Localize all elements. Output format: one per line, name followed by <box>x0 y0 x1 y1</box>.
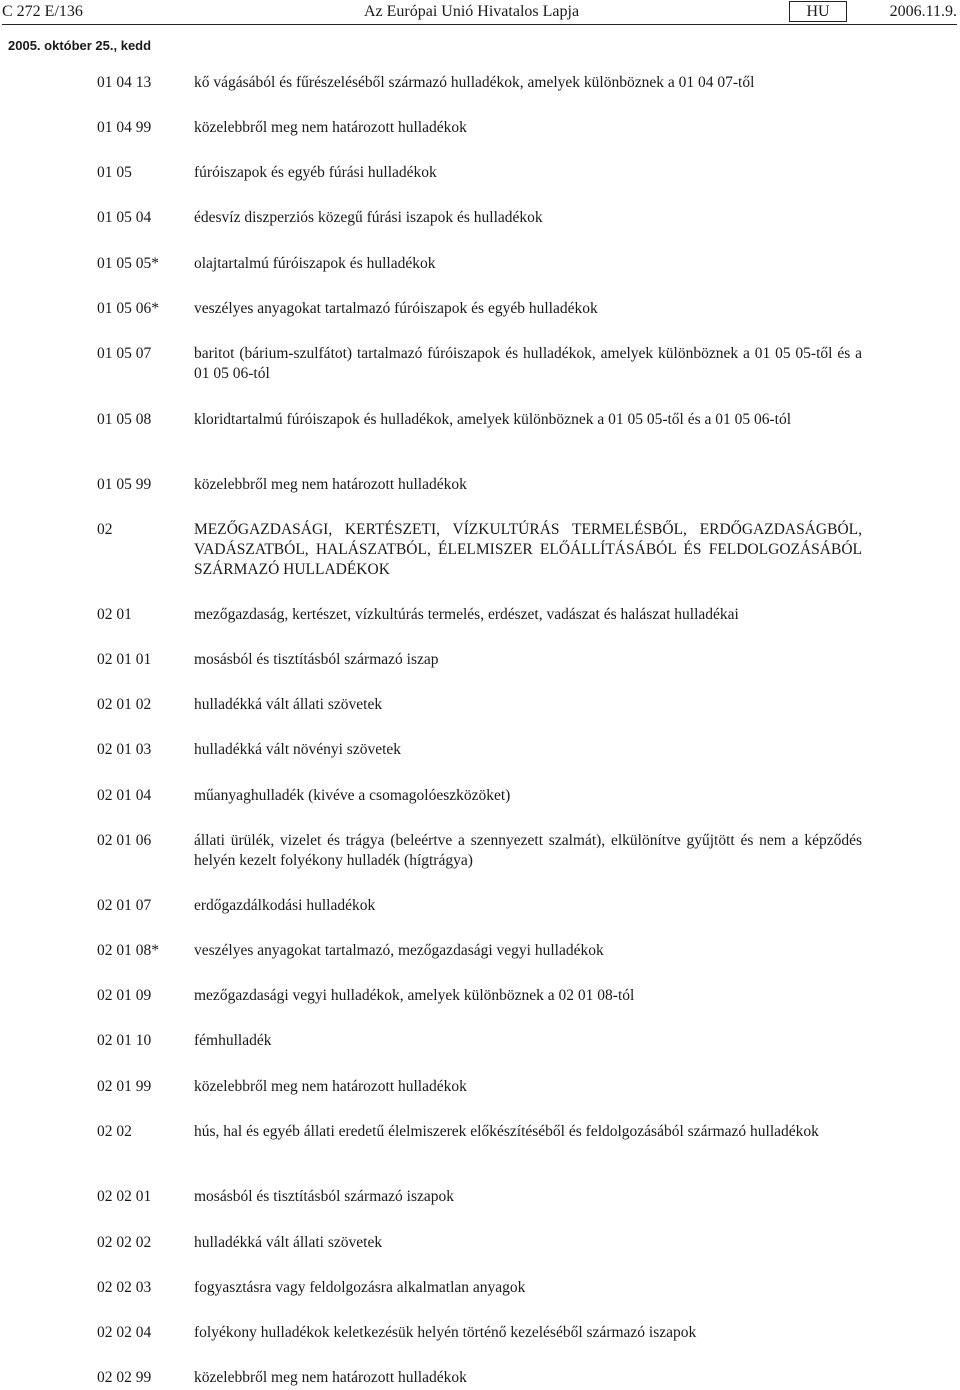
waste-description: folyékony hulladékok keletkezésük helyén történő kezeléséből származó iszapok <box>194 1324 697 1341</box>
waste-code: 02 01 07 <box>97 897 152 914</box>
waste-description: műanyaghulladék (kivéve a csomagolóeszközöket) <box>194 787 511 804</box>
waste-description: veszélyes anyagokat tartalmazó fúróiszapok és egyéb hulladékok <box>194 300 598 317</box>
waste-description: MEZŐGAZDASÁGI, KERTÉSZETI, VÍZKULTÚRÁS TERMELÉSBŐL, ERDŐGAZDASÁGBÓL, VADÁSZATBÓL, HALÁSZATBÓL, ÉLELMISZER ELŐÁLLÍTÁSÁBÓL ÉS FELDOLGOZÁSÁBÓL SZÁRMAZÓ HULLADÉKOK <box>194 521 862 578</box>
waste-description: közelebbről meg nem határozott hulladékok <box>194 1369 467 1386</box>
session-date: 2005. október 25., kedd <box>8 38 152 53</box>
waste-code: 01 04 13 <box>97 74 152 91</box>
waste-description: hulladékká vált állati szövetek <box>194 1234 383 1251</box>
waste-description: mosásból és tisztításból származó iszap <box>194 651 439 668</box>
waste-code: 01 05 07 <box>97 345 152 362</box>
waste-description: fogyasztásra vagy feldolgozásra alkalmatlan anyagok <box>194 1279 526 1296</box>
waste-description: édesvíz diszperziós közegű fúrási iszapok és hulladékok <box>194 209 543 226</box>
waste-code: 02 01 01 <box>97 651 152 668</box>
waste-code: 02 02 <box>97 1123 132 1140</box>
waste-description: hulladékká vált növényi szövetek <box>194 741 402 758</box>
waste-code: 02 01 04 <box>97 787 152 804</box>
waste-description: kloridtartalmú fúróiszapok és hulladékok, amelyek különböznek a 01 05 05-től és a 01 05 06-tól <box>194 411 792 428</box>
waste-code: 02 01 02 <box>97 696 152 713</box>
waste-description: hús, hal és egyéb állati eredetű élelmiszerek előkészítéséből és feldolgozásából származó hulladékok <box>194 1123 819 1140</box>
waste-description: baritot (bárium-szulfátot) tartalmazó fúróiszapok és hulladékok, amelyek különböznek a 01 05 05-től és a 01 05 06-tól <box>194 345 862 382</box>
waste-code: 02 01 08* <box>97 942 159 959</box>
waste-description: olajtartalmú fúróiszapok és hulladékok <box>194 255 436 272</box>
waste-description: fémhulladék <box>194 1032 272 1049</box>
waste-description: fúróiszapok és egyéb fúrási hulladékok <box>194 164 437 181</box>
waste-code: 02 02 02 <box>97 1234 152 1251</box>
waste-code: 02 02 01 <box>97 1188 152 1205</box>
waste-code: 01 04 99 <box>97 119 152 136</box>
waste-description: közelebbről meg nem határozott hulladékok <box>194 119 467 136</box>
waste-description: állati ürülék, vizelet és trágya (beleértve a szennyezett szalmát), elkülönítve gyűjtött és nem a képződés helyén kezelt folyékony hulladék (hígtrágya) <box>194 832 862 869</box>
journal-title: Az Európai Unió Hivatalos Lapja <box>364 3 580 20</box>
waste-code: 02 01 03 <box>97 741 152 758</box>
waste-description: kő vágásából és fűrészeléséből származó hulladékok, amelyek különböznek a 01 04 07-től <box>194 74 755 91</box>
waste-code: 01 05 08 <box>97 411 152 428</box>
waste-description: veszélyes anyagokat tartalmazó, mezőgazdasági vegyi hulladékok <box>194 942 604 959</box>
waste-code: 01 05 06* <box>97 300 159 317</box>
waste-code: 01 05 99 <box>97 476 152 493</box>
page-reference: C 272 E/136 <box>2 3 83 20</box>
waste-code: 02 <box>97 521 113 538</box>
waste-description: hulladékká vált állati szövetek <box>194 696 383 713</box>
waste-description: közelebbről meg nem határozott hulladékok <box>194 1078 467 1095</box>
waste-code: 02 01 99 <box>97 1078 152 1095</box>
language-badge: HU <box>789 1 847 22</box>
waste-description: mezőgazdaság, kertészet, vízkultúrás termelés, erdészet, vadászat és halászat hulladékai <box>194 606 739 623</box>
waste-code: 02 02 99 <box>97 1369 152 1386</box>
waste-description: közelebbről meg nem határozott hulladékok <box>194 476 467 493</box>
waste-description: erdőgazdálkodási hulladékok <box>194 897 376 914</box>
waste-code: 01 05 04 <box>97 209 152 226</box>
waste-code: 02 02 03 <box>97 1279 152 1296</box>
waste-description: mezőgazdasági vegyi hulladékok, amelyek különböznek a 02 01 08-tól <box>194 987 635 1004</box>
waste-code: 01 05 05* <box>97 255 159 272</box>
waste-code: 02 02 04 <box>97 1324 152 1341</box>
waste-code: 02 01 <box>97 606 132 623</box>
waste-code: 01 05 <box>97 164 132 181</box>
waste-description: mosásból és tisztításból származó iszapok <box>194 1188 454 1205</box>
waste-code: 02 01 10 <box>97 1032 152 1049</box>
publication-date: 2006.11.9. <box>889 3 957 20</box>
waste-code: 02 01 09 <box>97 987 152 1004</box>
waste-code: 02 01 06 <box>97 832 152 849</box>
